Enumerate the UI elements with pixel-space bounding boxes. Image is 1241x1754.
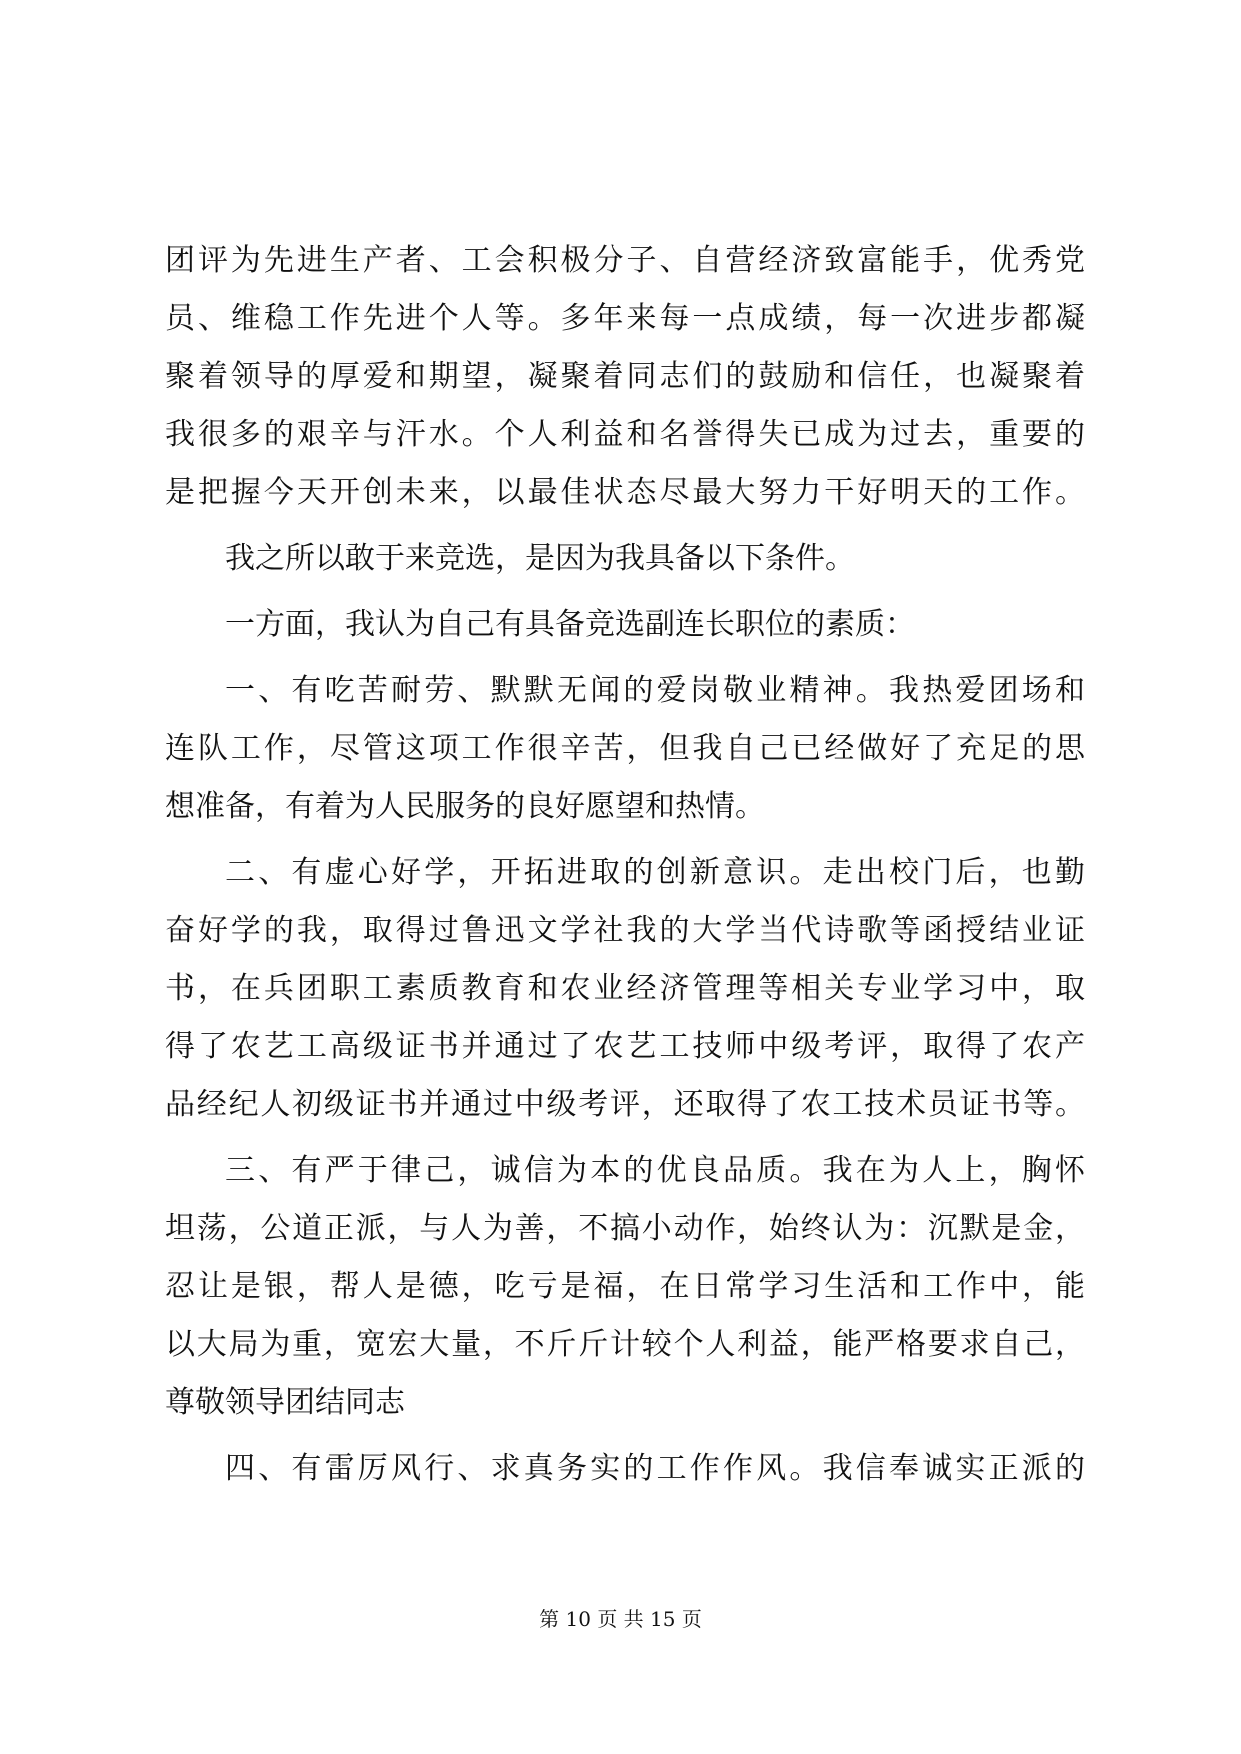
text-line: 以大局为重，宽宏大量，不斤斤计较个人利益，能严格要求自己， — [165, 1327, 1085, 1362]
text-line: 连队工作，尽管这项工作很辛苦，但我自己已经做好了充足的思 — [165, 731, 1085, 766]
body-text — [165, 232, 1085, 1498]
text-line: 坦荡，公道正派，与人为善，不搞小动作，始终认为：沉默是金， — [165, 1211, 1085, 1246]
paragraph-line: 三、有严于律己，诚信为本的优良品质。我在为人上，胸怀 — [225, 1153, 1085, 1188]
paragraph-line: 一方面，我认为自己有具备竞选副连长职位的素质： — [225, 607, 915, 642]
text-line: 品经纪人初级证书并通过中级考评，还取得了农工技术员证书等。 — [165, 1087, 1085, 1122]
text-line: 尊敬领导团结同志 — [165, 1385, 405, 1420]
text-line: 得了农艺工高级证书并通过了农艺工技师中级考评，取得了农产 — [165, 1029, 1085, 1064]
text-line: 员、维稳工作先进个人等。多年来每一点成绩，每一次进步都凝 — [165, 301, 1085, 336]
text-line: 想准备，有着为人民服务的良好愿望和热情。 — [165, 789, 765, 824]
paragraph-line: 我之所以敢于来竞选，是因为我具备以下条件。 — [225, 541, 855, 576]
text-line: 团评为先进生产者、工会积极分子、自营经济致富能手，优秀党 — [165, 243, 1085, 278]
text-line: 忍让是银，帮人是德，吃亏是福，在日常学习生活和工作中，能 — [165, 1269, 1085, 1304]
paragraph-line: 二、有虚心好学，开拓进取的创新意识。走出校门后，也勤 — [225, 855, 1085, 890]
paragraph-line: 四、有雷厉风行、求真务实的工作作风。我信奉诚实正派的 — [225, 1451, 1085, 1486]
text-line: 奋好学的我，取得过鲁迅文学社我的大学当代诗歌等函授结业证 — [165, 913, 1085, 948]
text-line: 聚着领导的厚爱和期望，凝聚着同志们的鼓励和信任，也凝聚着 — [165, 359, 1085, 394]
text-line: 书，在兵团职工素质教育和农业经济管理等相关专业学习中，取 — [165, 971, 1085, 1006]
paragraph-line: 一、有吃苦耐劳、默默无闻的爱岗敬业精神。我热爱团场和 — [225, 673, 1085, 708]
page-number-footer: 第 10 页 共 15 页 — [539, 1607, 702, 1631]
text-line: 是把握今天开创未来，以最佳状态尽最大努力干好明天的工作。 — [165, 475, 1085, 510]
text-line: 我很多的艰辛与汗水。个人利益和名誉得失已成为过去，重要的 — [165, 417, 1085, 452]
